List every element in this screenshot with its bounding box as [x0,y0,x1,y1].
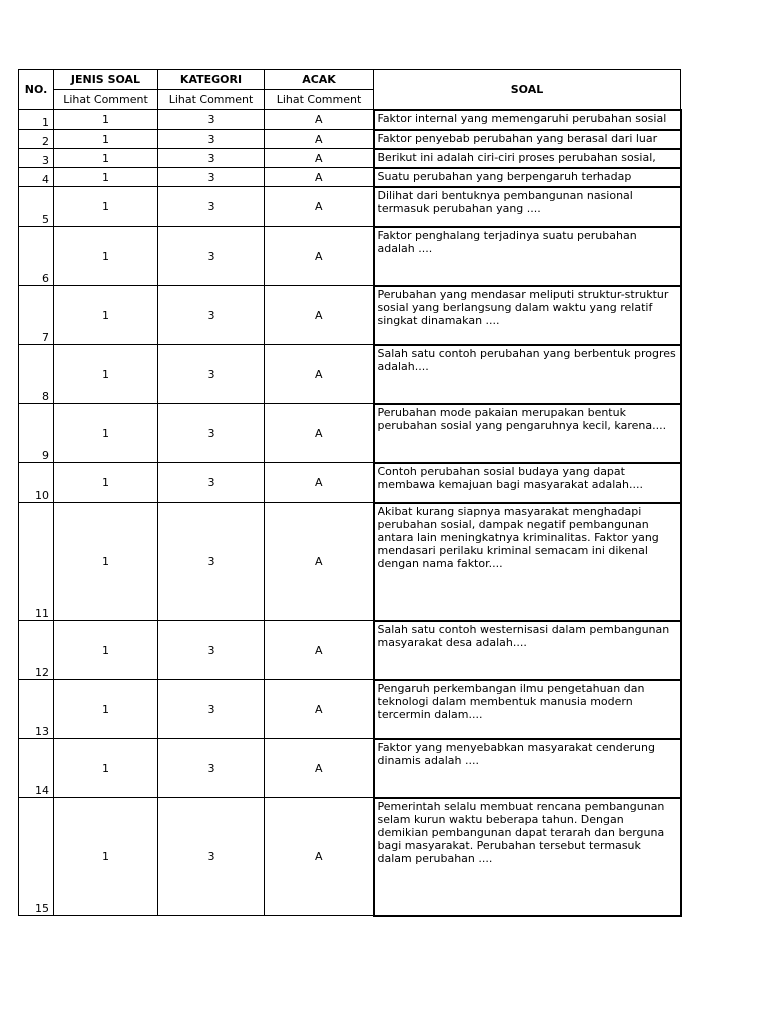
kategori-cell[interactable]: 3 [158,110,265,130]
jenis-soal-cell[interactable]: 1 [54,345,158,404]
jenis-soal-cell[interactable]: 1 [54,739,158,798]
row-number[interactable]: 11 [19,503,54,621]
table-row [19,621,681,680]
kategori-cell[interactable]: 3 [158,345,265,404]
table-row [19,463,681,503]
acak-cell[interactable]: A [265,404,374,463]
soal-text: Berikut ini adalah ciri-ciri proses perubahan sosial, [377,150,656,164]
acak-cell[interactable]: A [265,187,374,227]
table-row [19,404,681,463]
soal-cell[interactable] [374,130,681,149]
soal-cell[interactable] [374,503,681,621]
row-number[interactable]: 13 [19,680,54,739]
table-row [19,345,681,404]
row-number[interactable]: 9 [19,404,54,463]
soal-cell[interactable] [374,463,681,503]
table-row [19,168,681,187]
jenis-soal-cell[interactable]: 1 [54,130,158,149]
kategori-cell[interactable]: 3 [158,130,265,149]
jenis-soal-cell[interactable]: 1 [54,149,158,168]
kategori-cell[interactable]: 3 [158,187,265,227]
kategori-cell[interactable]: 3 [158,739,265,798]
acak-cell[interactable]: A [265,110,374,130]
question-table [18,69,682,917]
header-no: NO. [19,70,54,110]
jenis-soal-cell[interactable]: 1 [54,503,158,621]
soal-cell[interactable] [374,345,681,404]
row-number[interactable]: 3 [19,149,54,168]
table-row [19,503,681,621]
kategori-cell[interactable]: 3 [158,404,265,463]
soal-text: Suatu perubahan yang berpengaruh terhadap [377,169,632,183]
table-row [19,149,681,168]
acak-cell[interactable]: A [265,168,374,187]
jenis-soal-cell[interactable]: 1 [54,110,158,130]
table-row [19,227,681,286]
header-acak: ACAK [265,70,374,90]
jenis-soal-cell[interactable]: 1 [54,227,158,286]
acak-cell[interactable]: A [265,621,374,680]
kategori-cell[interactable]: 3 [158,798,265,916]
table-row [19,798,681,916]
table-row [19,110,681,130]
soal-text: Akibat kurang siapnya masyarakat menghadapi perubahan sosial, dampak negatif pembangunan antara lain meningkatnya kriminalitas. Faktor yang mendasari perilaku kriminal semacam ini dikenal dengan nama faktor.... [377,504,659,570]
acak-cell[interactable]: A [265,798,374,916]
jenis-soal-cell[interactable]: 1 [54,463,158,503]
soal-cell[interactable] [374,404,681,463]
row-number[interactable]: 7 [19,286,54,345]
soal-cell[interactable] [374,168,681,187]
kategori-cell[interactable]: 3 [158,286,265,345]
soal-cell[interactable] [374,149,681,168]
soal-text: Faktor penghalang terjadinya suatu perubahan adalah .... [377,228,637,255]
soal-cell[interactable] [374,227,681,286]
soal-text: Perubahan yang mendasar meliputi struktur-struktur sosial yang berlangsung dalam waktu yang relatif singkat dinamakan .... [377,287,669,327]
soal-text: Faktor penyebab perubahan yang berasal dari luar [377,131,658,145]
soal-cell[interactable] [374,621,681,680]
row-number[interactable]: 6 [19,227,54,286]
jenis-soal-cell[interactable]: 1 [54,621,158,680]
soal-text: Faktor internal yang memengaruhi perubahan sosial [377,111,667,125]
acak-cell[interactable]: A [265,286,374,345]
soal-cell[interactable] [374,739,681,798]
soal-cell[interactable] [374,110,681,130]
soal-cell[interactable] [374,187,681,227]
kategori-cell[interactable]: 3 [158,621,265,680]
kategori-cell[interactable]: 3 [158,168,265,187]
soal-text: Perubahan mode pakaian merupakan bentuk perubahan sosial yang pengaruhnya kecil, karena.... [377,405,667,432]
acak-cell[interactable]: A [265,130,374,149]
comment-link-acak[interactable]: Lihat Comment [265,90,374,110]
row-number[interactable]: 12 [19,621,54,680]
row-number[interactable]: 8 [19,345,54,404]
header-kategori: KATEGORI [158,70,265,90]
jenis-soal-cell[interactable]: 1 [54,404,158,463]
soal-text: Pengaruh perkembangan ilmu pengetahuan dan teknologi dalam membentuk manusia modern tercermin dalam.... [377,681,645,721]
kategori-cell[interactable]: 3 [158,680,265,739]
soal-text: Dilihat dari bentuknya pembangunan nasional termasuk perubahan yang .... [377,188,633,215]
comment-link-jenis[interactable]: Lihat Comment [54,90,158,110]
acak-cell[interactable]: A [265,739,374,798]
table-row [19,130,681,149]
comment-link-kategori[interactable]: Lihat Comment [158,90,265,110]
row-number[interactable]: 5 [19,187,54,227]
acak-cell[interactable]: A [265,463,374,503]
soal-text: Salah satu contoh perubahan yang berbentuk progres adalah.... [377,346,676,373]
kategori-cell[interactable]: 3 [158,503,265,621]
acak-cell[interactable]: A [265,680,374,739]
soal-cell[interactable] [374,798,681,916]
row-number[interactable]: 2 [19,130,54,149]
header-jenis-soal: JENIS SOAL [54,70,158,90]
soal-text: Faktor yang menyebabkan masyarakat cenderung dinamis adalah .... [377,740,655,767]
table-row [19,286,681,345]
table-row [19,680,681,739]
soal-cell[interactable] [374,680,681,739]
kategori-cell[interactable]: 3 [158,463,265,503]
acak-cell[interactable]: A [265,503,374,621]
table-row [19,739,681,798]
row-number[interactable]: 1 [19,110,54,130]
jenis-soal-cell[interactable]: 1 [54,187,158,227]
row-number[interactable]: 14 [19,739,54,798]
header-soal: SOAL [374,70,681,110]
acak-cell[interactable]: A [265,149,374,168]
soal-cell[interactable] [374,286,681,345]
table-row [19,187,681,227]
kategori-cell[interactable]: 3 [158,149,265,168]
row-number[interactable]: 15 [19,798,54,916]
jenis-soal-cell[interactable]: 1 [54,168,158,187]
row-number[interactable]: 10 [19,463,54,503]
soal-text: Salah satu contoh westernisasi dalam pembangunan masyarakat desa adalah.... [377,622,670,649]
soal-text: Pemerintah selalu membuat rencana pembangunan selam kurun waktu beberapa tahun. Dengan demikian pembangunan dapat terarah dan berguna bagi masyarakat. Perubahan tersebut termasuk dalam perubahan .... [377,799,665,865]
jenis-soal-cell[interactable]: 1 [54,286,158,345]
soal-text: Contoh perubahan sosial budaya yang dapat membawa kemajuan bagi masyarakat adalah.... [377,464,643,491]
jenis-soal-cell[interactable]: 1 [54,798,158,916]
acak-cell[interactable]: A [265,227,374,286]
row-number[interactable]: 4 [19,168,54,187]
jenis-soal-cell[interactable]: 1 [54,680,158,739]
kategori-cell[interactable]: 3 [158,227,265,286]
acak-cell[interactable]: A [265,345,374,404]
